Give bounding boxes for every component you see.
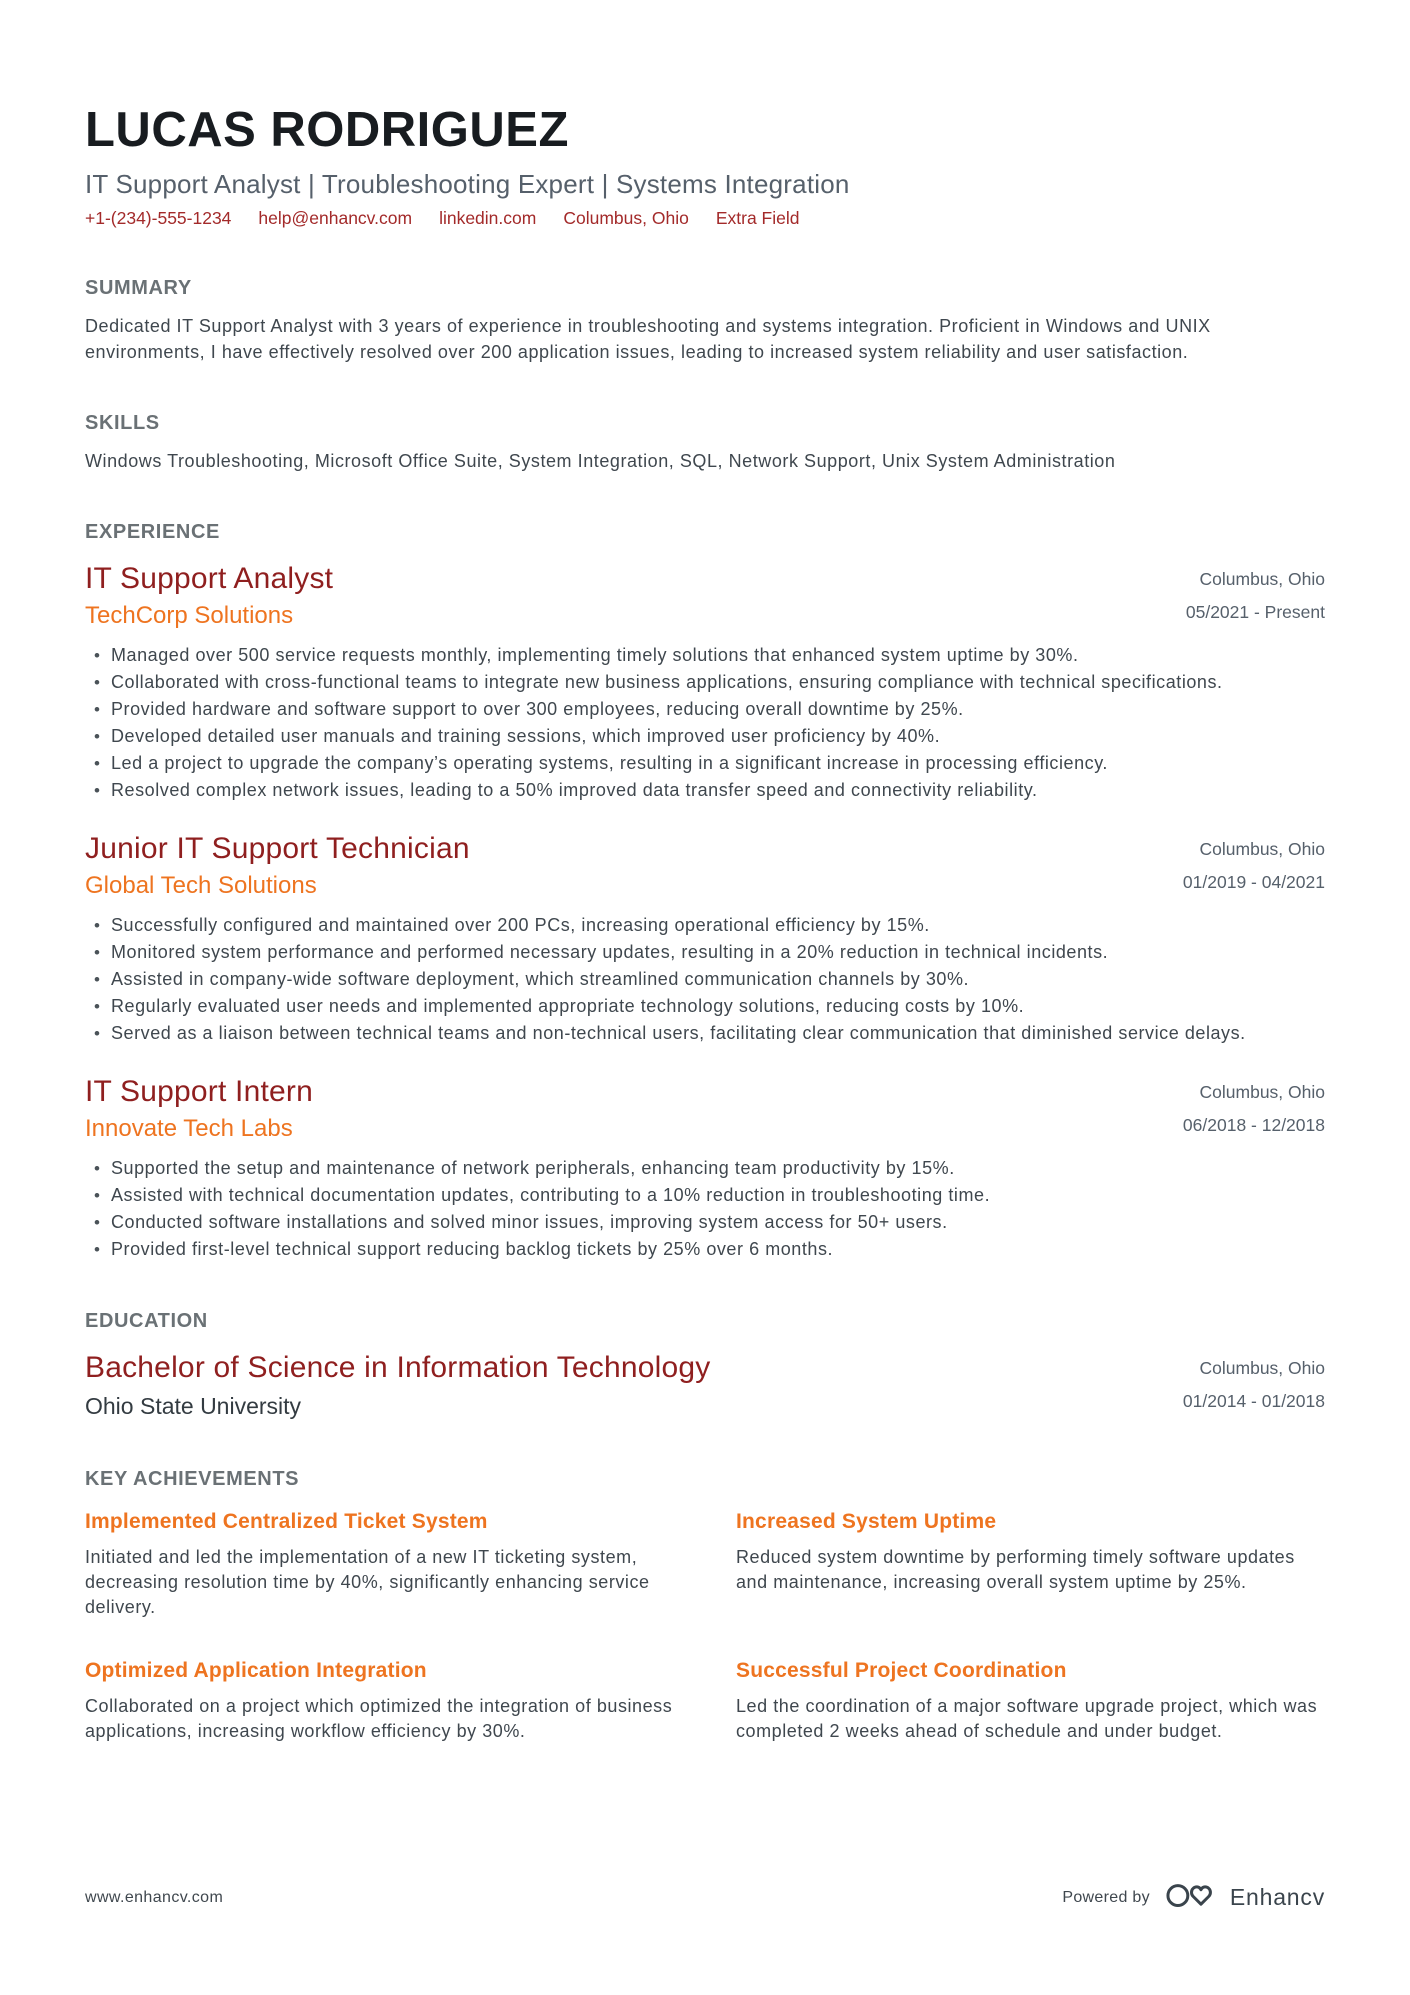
summary-section: [85, 276, 1325, 365]
job-location: Columbus, Ohio: [1199, 569, 1325, 589]
job-location: Columbus, Ohio: [1199, 1082, 1325, 1102]
job-meta: [1183, 1074, 1325, 1142]
resume-header: [85, 103, 1325, 230]
job-bullet: • Assisted in company-wide software deployment, which streamlined communication channels by 30%.: [85, 966, 1325, 993]
education-degree: Bachelor of Science in Information Technology: [85, 1351, 711, 1384]
summary-text: Dedicated IT Support Analyst with 3 years of experience in troubleshooting and systems integration. Proficient in Windows and UNIX environments, I have effectively resolved over 200 application issues, leading to increased system reliability and user satisfaction.: [85, 316, 1211, 362]
job-bullet: • Successfully configured and maintained over 200 PCs, increasing operational efficiency by 15%.: [85, 912, 1325, 939]
job-dates: 05/2021 - Present: [1185, 602, 1325, 622]
job-bullet: • Provided hardware and software support to over 300 employees, reducing overall downtime by 25%.: [85, 696, 1325, 723]
achievement-title: Implemented Centralized Ticket System: [85, 1510, 488, 1533]
achievement-text: Initiated and led the implementation of a new IT ticketing system, decreasing resolution time by 40%, significantly enhancing service delivery.: [85, 1547, 650, 1617]
job-title: IT Support Intern: [85, 1075, 313, 1108]
job-bullet: • Monitored system performance and performed necessary updates, resulting in a 20% reduction in technical incidents.: [85, 939, 1325, 966]
achievement-item: [736, 1658, 1325, 1744]
job-header-left: [85, 831, 470, 901]
education-section: [85, 1309, 1325, 1421]
job-bullet: • Resolved complex network issues, leading to a 50% improved data transfer speed and connectivity reliability.: [85, 777, 1325, 804]
achievements-heading: KEY ACHIEVEMENTS: [85, 1468, 300, 1490]
job-meta: [1183, 831, 1325, 899]
phone-link[interactable]: +1-(234)-555-1234: [85, 208, 232, 228]
job-entry: [85, 831, 1325, 1047]
job-entry: [85, 1074, 1325, 1263]
powered-by-label: Powered by: [1062, 1888, 1150, 1906]
job-title: IT Support Analyst: [85, 562, 334, 595]
experience-section: [85, 520, 1325, 1263]
education-header: [85, 1350, 1325, 1421]
achievement-item: [85, 1509, 674, 1620]
achievement-item: [736, 1509, 1325, 1620]
education-dates: 01/2014 - 01/2018: [1182, 1391, 1325, 1411]
job-bullet: • Collaborated with cross-functional teams to integrate new business applications, ensuring compliance with technical specifications.: [85, 669, 1325, 696]
job-bullet: • Assisted with technical documentation updates, contributing to a 10% reduction in troubleshooting time.: [85, 1182, 1325, 1209]
job-bullet: • Provided first-level technical support reducing backlog tickets by 25% over 6 months.: [85, 1236, 1325, 1263]
education-header-left: [85, 1350, 710, 1421]
education-entry: [85, 1350, 1325, 1421]
job-header: [85, 561, 1325, 631]
candidate-name: LUCAS RODRIGUEZ: [85, 103, 569, 157]
enhancv-brand-name: Enhancv: [1229, 1884, 1325, 1910]
achievement-title: Increased System Uptime: [736, 1510, 997, 1533]
skills-text: Windows Troubleshooting, Microsoft Office Suite, System Integration, SQL, Network Support, Unix System Administration: [85, 451, 1116, 471]
job-bullet: • Developed detailed user manuals and training sessions, which improved user proficiency by 40%.: [85, 723, 1325, 750]
extra-field-link[interactable]: Extra Field: [715, 208, 800, 228]
achievement-text: Collaborated on a project which optimized the integration of business applications, increasing workflow efficiency by 30%.: [85, 1696, 673, 1741]
page-footer: [85, 1880, 1325, 1915]
job-meta: [1186, 561, 1325, 629]
enhancv-logo-icon: [1164, 1880, 1216, 1915]
job-bullet: • Supported the setup and maintenance of network peripherals, enhancing team productivity by 15%.: [85, 1155, 1325, 1182]
job-dates: 01/2019 - 04/2021: [1182, 872, 1325, 892]
achievement-title: Successful Project Coordination: [736, 1659, 1067, 1682]
job-header: [85, 1074, 1325, 1144]
linkedin-link[interactable]: linkedin.com: [439, 208, 537, 228]
summary-heading: SUMMARY: [85, 277, 192, 299]
job-bullet: • Managed over 500 service requests monthly, implementing timely solutions that enhanced system uptime by 30%.: [85, 642, 1325, 669]
job-bullets: [85, 912, 1325, 1047]
skills-section: [85, 411, 1325, 474]
education-location: Columbus, Ohio: [1199, 1358, 1325, 1378]
job-company: Global Tech Solutions: [85, 872, 317, 899]
skills-heading: SKILLS: [85, 412, 160, 434]
job-bullet: • Led a project to upgrade the company’s operating systems, resulting in a significant increase in processing efficiency.: [85, 750, 1325, 777]
achievement-title: Optimized Application Integration: [85, 1659, 427, 1682]
job-header-left: [85, 561, 333, 631]
achievement-text: Led the coordination of a major software upgrade project, which was completed 2 weeks ahead of schedule and under budget.: [736, 1696, 1318, 1741]
job-bullets: [85, 1155, 1325, 1263]
experience-heading: EXPERIENCE: [85, 521, 220, 543]
job-dates: 06/2018 - 12/2018: [1182, 1115, 1325, 1135]
education-meta: [1183, 1350, 1325, 1418]
job-header: [85, 831, 1325, 901]
powered-by-brand[interactable]: [1062, 1880, 1325, 1915]
job-bullet: • Regularly evaluated user needs and implemented appropriate technology solutions, reducing costs by 10%.: [85, 993, 1325, 1020]
contact-row: [85, 206, 1325, 230]
job-location: Columbus, Ohio: [1199, 839, 1325, 859]
achievements-grid: [85, 1509, 1325, 1744]
job-company: Innovate Tech Labs: [85, 1115, 293, 1142]
job-bullets: [85, 642, 1325, 804]
job-bullet: • Conducted software installations and solved minor issues, improving system access for 50+ users.: [85, 1209, 1325, 1236]
achievement-text: Reduced system downtime by performing timely software updates and maintenance, increasing overall system uptime by 25%.: [736, 1547, 1295, 1592]
education-heading: EDUCATION: [85, 1310, 208, 1332]
candidate-headline: IT Support Analyst | Troubleshooting Expert | Systems Integration: [85, 169, 850, 199]
achievement-item: [85, 1658, 674, 1744]
job-title: Junior IT Support Technician: [85, 832, 470, 865]
location-link[interactable]: Columbus, Ohio: [563, 208, 689, 228]
job-entry: [85, 561, 1325, 804]
job-header-left: [85, 1074, 313, 1144]
education-school: Ohio State University: [85, 1393, 302, 1419]
email-link[interactable]: help@enhancv.com: [258, 208, 413, 228]
enhancv-site-link[interactable]: www.enhancv.com: [85, 1888, 224, 1906]
achievements-section: [85, 1467, 1325, 1744]
job-company: TechCorp Solutions: [85, 602, 294, 629]
job-bullet: • Served as a liaison between technical teams and non-technical users, facilitating clear communication that diminished service delays.: [85, 1020, 1325, 1047]
